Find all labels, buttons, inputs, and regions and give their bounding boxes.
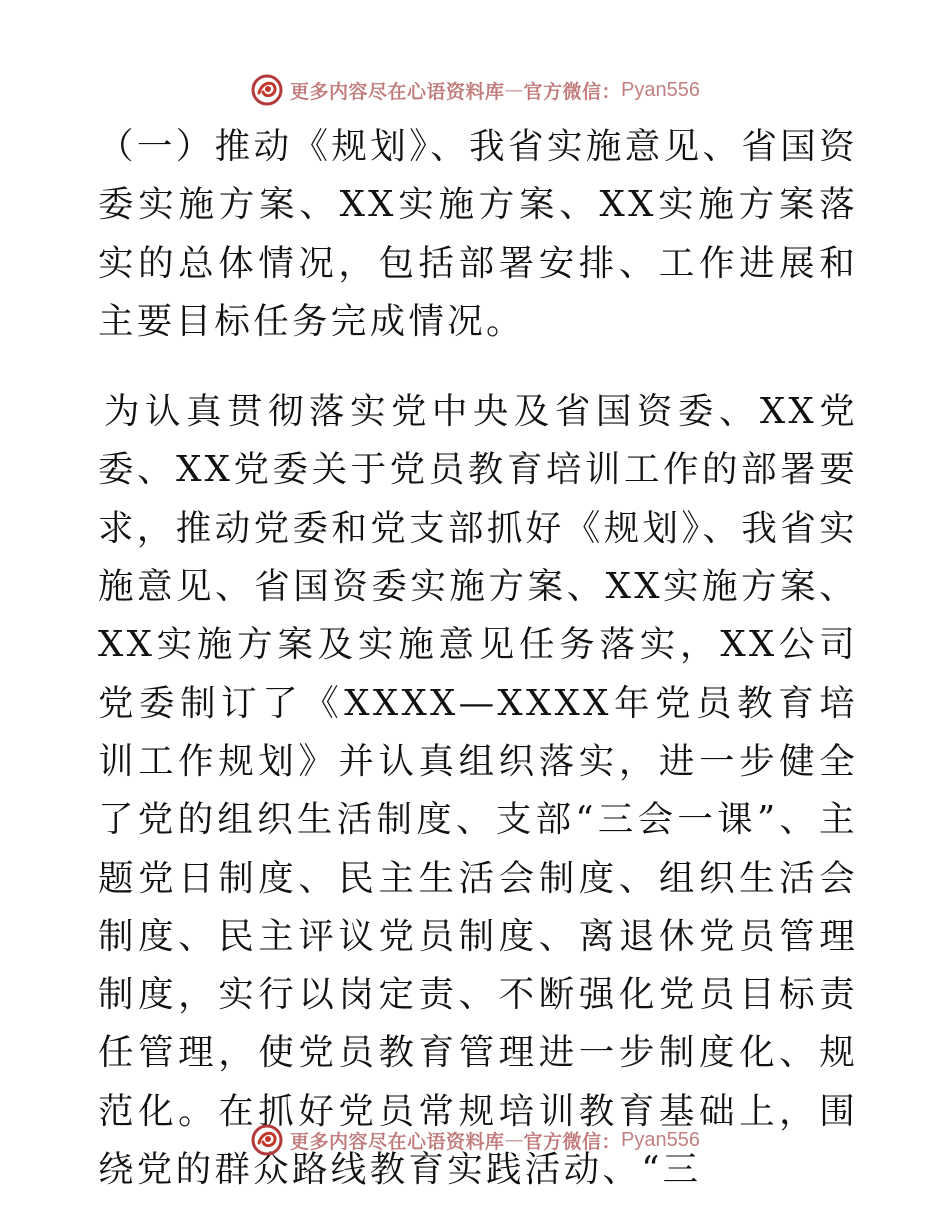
watermark-wechat-label: 官方微信： xyxy=(523,80,622,103)
document-body xyxy=(98,118,858,1199)
section-heading: （一）推动《规划》、我省实施意见、省国资委实施方案、XX实施方案、XX实施方案落实的总体情况，包括部署安排、工作进展和主要目标任务完成情况。 xyxy=(98,126,858,342)
red-swirl-logo-icon xyxy=(250,73,284,107)
watermark-separator: — xyxy=(504,1129,524,1151)
red-swirl-logo-icon xyxy=(250,1123,284,1157)
watermark-wechat-id: Pyan556 xyxy=(621,78,700,101)
watermark-site-text: 更多内容尽在心语资料库 xyxy=(290,1130,505,1153)
watermark-wechat-label: 官方微信： xyxy=(523,1130,622,1153)
watermark-separator: — xyxy=(504,79,524,101)
body-paragraph: 为认真贯彻落实党中央及省国资委、XX党委、XX党委关于党员教育培训工作的部署要求，推动党委和党支部抓好《规划》、我省实施意见、省国资委实施方案、XX实施方案、XX实施方案及实施意见任务落实，XX公司党委制订了《XXXX—XXXX年党员教育培训工作规划》并认真组织落实，进一步健全了党的组织生活制度、支部“三会一课”、主题党日制度、民主生活会制度、组织生活会制度、民主评议党员制度、离退休党员管理制度，实行以岗定责、不断强化党员目标责任管理，使党员教育管理进一步制度化、规范化。在抓好党员常规培训教育基础上，围绕党的群众路线教育实践活动、“三 xyxy=(98,391,858,1191)
footer-watermark xyxy=(0,1120,950,1160)
watermark-site-text: 更多内容尽在心语资料库 xyxy=(290,80,505,103)
header-watermark xyxy=(0,70,950,110)
watermark-wechat-id: Pyan556 xyxy=(621,1128,700,1151)
